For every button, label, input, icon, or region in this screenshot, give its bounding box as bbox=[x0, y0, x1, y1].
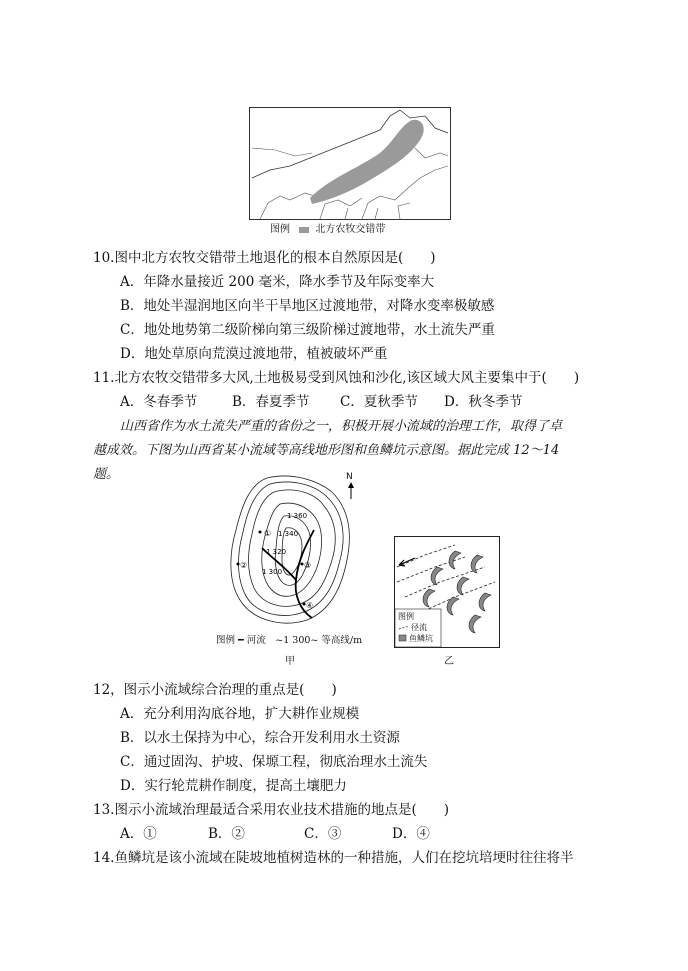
ecotone-map bbox=[249, 107, 451, 220]
q10-option-c: C．地处地势第二级阶梯向第三级阶梯过渡地带，水土流失严重 bbox=[120, 322, 495, 338]
north-label: N bbox=[346, 472, 353, 482]
q11-option-c: C．夏秋季节 bbox=[340, 394, 418, 410]
contour-legend: 图例 ━ 河流 ~1 300~ 等高线/m bbox=[216, 635, 363, 646]
point-2: ② bbox=[240, 561, 248, 570]
contour-label-1360: 1 360 bbox=[287, 512, 308, 520]
q14-stem: 14.鱼鳞坑是该小流域在陡坡地植树造林的一种措施，人们在挖坑培埂时往往将半 bbox=[93, 850, 574, 866]
intro-line-3: 题。 bbox=[93, 467, 120, 482]
q10-stem: 10.图中北方农牧交错带土地退化的根本自然原因是( ) bbox=[93, 250, 436, 266]
contour-label-1320: 1 320 bbox=[266, 548, 287, 556]
q12-option-c: C．通过固沟、护坡、保塬工程，彻底治理水土流失 bbox=[120, 754, 428, 770]
north-arrow bbox=[344, 472, 358, 500]
q12-option-a: A．充分利用沟底谷地，扩大耕作业规模 bbox=[120, 706, 360, 722]
q11-stem: 11.北方农牧交错带多大风,土地极易受到风蚀和沙化,该区域大风主要集中于( ) bbox=[93, 370, 580, 386]
q13-stem: 13.图示小流域治理最适合采用农业技术措施的地点是( ) bbox=[93, 802, 450, 818]
figure-label-jia: 甲 bbox=[285, 656, 295, 667]
q12-stem: 12，图示小流域综合治理的重点是( ) bbox=[93, 682, 337, 698]
figure-label-yi: 乙 bbox=[444, 656, 454, 667]
ecotone-legend-swatch bbox=[299, 227, 309, 233]
q10-option-b: B．地处半湿润地区向半干旱地区过渡地带，对降水变率极敏感 bbox=[120, 298, 495, 314]
ecotone-band bbox=[310, 120, 424, 204]
q13-option-d: D．④ bbox=[392, 826, 430, 842]
point-4: ④ bbox=[306, 601, 314, 610]
q10-option-a: A．年降水量接近 200 毫米，降水季节及年际变率大 bbox=[120, 274, 435, 290]
pit-legend-runoff: 径流 bbox=[411, 623, 427, 632]
contour-label-1300: 1 300 bbox=[262, 568, 283, 576]
intro-line-2: 越成效。下图为山西省某小流域等高线地形图和鱼鳞坑示意图。据此完成 12～14 bbox=[93, 443, 560, 458]
q13-option-c: C．③ bbox=[304, 826, 342, 842]
q12-option-d: D．实行轮荒耕作制度，提高土壤肥力 bbox=[120, 778, 347, 794]
intro-line-1: 山西省作为水土流失严重的省份之一，积极开展小流域的治理工作，取得了卓 bbox=[120, 419, 563, 434]
ecotone-legend bbox=[270, 220, 385, 235]
ecotone-legend-label: 北方农牧交错带 bbox=[315, 224, 386, 235]
ecotone-map-drawing bbox=[250, 108, 450, 219]
q11-option-d: D．秋冬季节 bbox=[444, 394, 523, 410]
contour-label-1340: 1 340 bbox=[278, 530, 299, 538]
contour-lines bbox=[231, 476, 349, 623]
q12-option-b: B．以水土保持为中心，综合开发利用水土资源 bbox=[120, 730, 400, 746]
q13-option-b: B．② bbox=[208, 826, 245, 842]
fish-scale-pit-diagram bbox=[394, 536, 500, 648]
q10-option-d: D．地处草原向荒漠过渡地带，植被破坏严重 bbox=[120, 346, 388, 362]
pit-legend-title: 图例 bbox=[398, 612, 414, 621]
q11-option-b: B．春夏季节 bbox=[232, 394, 310, 410]
q13-option-a: A．① bbox=[120, 826, 157, 842]
point-3: ③ bbox=[304, 561, 312, 570]
q11-option-a: A．冬春季节 bbox=[120, 394, 198, 410]
point-1: ① bbox=[264, 529, 272, 538]
legend-prefix: 图例 bbox=[270, 224, 290, 235]
pit-legend-pit: 鱼鳞坑 bbox=[409, 634, 433, 643]
